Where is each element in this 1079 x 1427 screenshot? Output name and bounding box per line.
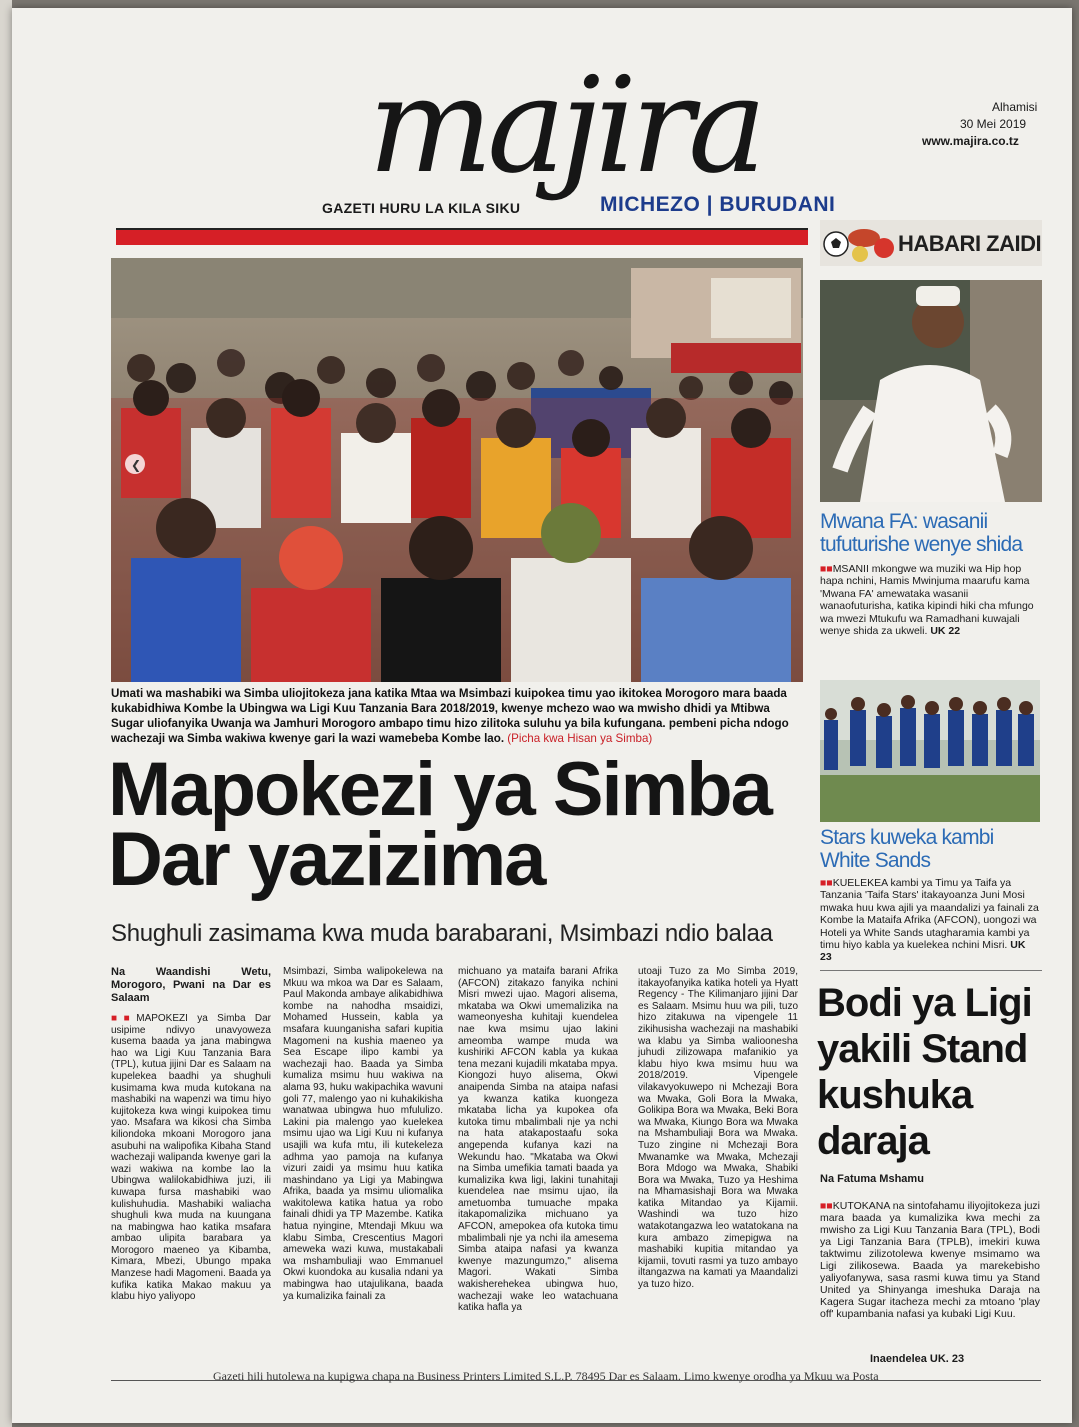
paper-edge [0,0,12,1427]
sidebar-story2-page: UK 23 [820,939,1026,964]
sidebar-story3-continue: Inaendelea UK. 23 [870,1353,965,1365]
mwana-fa-photo [820,280,1042,502]
issue-date: 30 Mei 2019 [960,117,1027,131]
column-text: michuano ya mataifa barani Afrika (AFCON) zitakazo fanyika nchini Misri mwezi ujao. Magori alisema, mkataba wa Okwi umemalizika na wameonyesha kuhitaji kuendelea nae kwa msimu ujao lakini ameomba wampe muda wa kushiriki AFCON kabla ya kukaa tena mezani kujadili mkataba mpya. Kiongozi huyo alisema, Okwi anaipenda Simba na ataipa nafasi ya kwanza katika kuongeza mkataba licha ya kupokea ofa kutoka timu mbalimbali nje ya nchi na hata atakapostaafu soka angependa kufanya kazi na Wekundu hao. "Mkataba wa Okwi na Simba umefikia tamati baada ya kumalizika kwa ligi, lakini tunahitaji kuendelea nae msimu ujao, ila ametuomba tumuache mpaka itakapomalizika michuano ya AFCON, amepokea ofa kutoka timu mbalimbali nje ya nchi ila amesema Simba ataipa nafasi ya kwanza kwenye mazungumzo," alisema Magori. Wakati Simba wakisherehekea ubingwa huo, wachezaji wake leo watachuana katika hafla ya [458,966,618,1314]
square-bullet-icon: ■■ [111,1013,137,1024]
sidebar-story1-body [820,563,1040,637]
footer-imprint: Gazeti hili hutolewa na kupigwa chapa na Business Printers Limited S.L.P. 78495 Dar es Salaam. Limo kwenye orodha ya Mkuu wa Posta [213,1369,879,1383]
sidebar-story1-title: Mwana FA: wasanii tufuturishe wenye shida [820,510,1023,556]
issue-day: Alhamisi [992,100,1038,114]
photo-credit: (Picha kwa Hisan ya Simba) [507,732,653,745]
column-text: utoaji Tuzo za Mo Simba 2019, itakayofanyika katika hoteli ya Hyatt Regency - The Kilimanjaro jijini Dar es Salaam. Msimu huu wa pili, tuzo hizo zitakuwa na vipengele 11 zikihusisha wachezaji na mashabiki wa klabu ya Simba walioonesha juhudi zilizowapa mafanikio ya klabu hiyo kwa msimu huu wa 2018/2019. Vipengele vilakavyokuwepo ni Mchezaji Bora wa Mwaka, Goli Bora la Mwaka, Golikipa Bora wa Mwaka, Beki Bora wa Mwaka, Kiungo Bora wa Mwaka na Mshambuliaji Bora wa Mwaka. Tuzo zingine ni Mchezaji Bora Mwanamke wa Mwaka, Mchezaji Bora Mdogo wa Mwaka, Shabiki Bora wa Mwaka, Tuzo ya Heshima na Mhamasishaji Bora wa Mwaka katika Mitandao ya Kijamii. Washindi wa tuzo hizo watakotangazwa leo watatokana na kura ambazo zimepigwa na mashabiki kupitia mitandao ya kijamii, tovuti rasmi ya tuzo ambayo iltangazwa na kamati ya Maandalizi ya tuzo hizo. [638,966,798,1291]
sidebar-title: HABARI ZAIDI [898,231,1042,256]
caption-text: Umati wa mashabiki wa Simba uliojitokeza jana katika Mtaa wa Msimbazi kuipokea timu yao ikitokea Morogoro mara baada kukabidhiwa Kombe la Ubingwa wa Ligi Kuu Tanzania Bara 2018/2019, kwenye mchezo wao wa mwisho dhidi ya Mtibwa Sugar uliofanyika Uwanja wa Jamhuri Morogoro ambapo timu hizo zilitoka suluhu ya bila kufungana. pembeni picha ndogo wachezaji wa Simba wakiwa kwenye gari la wazi wamebeba Kombe lao. [111,687,789,745]
red-rule [116,228,808,245]
sidebar-story2-text: KUELEKEA kambi ya Timu ya Taifa ya Tanzania 'Taifa Stars' itakayoanza Juni Mosi mwaka huu kwa ajili ya maandalizi ya fainali za Kombe la Mataifa Afrika (AFCON), uongozi wa Hoteli ya White Sands utagharamia kambi ya timu hiyo kabla ya kuelekea nchini Misri. [820,877,1039,952]
article-column-4 [638,966,798,1292]
crowd-illustration [111,258,803,682]
sidebar-story3-headline: Bodi ya Ligi yakili Stand kushuka daraja [817,981,1032,1163]
article-column-3 [458,966,618,1315]
sidebar-story2-title: Stars kuweka kambi White Sands [820,826,994,872]
column-text: MAPOKEZI ya Simba Dar usipime ndivyo unavyoweza kusema baada ya jana mabingwa hao wa Ligi Kuu Tanzania Bara (TPL), kutua jijini Dar es Salaam na kupelekea baadhi ya shughuli kusimama kwa muda kutokana na mashabiki na wapenzi wa timu hiyo kujitokeza kwa wingi kuipokea timu yao. Msafara wa kikosi cha Simba kiliondoka mkoani Morogoro jana asubuhi na walipofika Kibaha Stand wachezaji walipanda kwenye gari la wazi wakiwa na kombe lao la Ubingwa walilokabidhiwa juzi, ili kuwapa fursa mashabiki wao kulishuhudia. Mashabiki waliacha shughuli kwa muda na kuungana na mabingwa hao katika msafara ambao ulipita barabara ya Morogoro maeneo ya Kibamba, Kimara, Mbezi, Ubungo mpaka Manzese hadi Magomeni. Baada ya kufika katika Makao makuu ya klabu hiyo yaliyopo [111,1013,271,1303]
masthead-logo: majira [368,49,761,203]
sidebar-divider [820,970,1042,971]
svg-text:❮: ❮ [131,458,142,472]
article-column-2 [283,966,443,1303]
sidebar-story1-text: MSANII mkongwe wa muziki wa Hip hop hapa nchini, Hamis Mwinjuma maarufu kama 'Mwana FA' amewataka wasanii wanaofuturisha, katika kipindi hiki cha mfungo wa mwezi Mtukufu wa Ramadhani kuwajali wenye shida za ukweli. [820,563,1034,638]
article-byline: Na Waandishi Wetu, Morogoro, Pwani na Dar es Salaam [111,966,271,1004]
sidebar-story3-text: KUTOKANA na sintofahamu iliyojitokeza juzi mara baada ya kumalizika kwa mechi za mwisho za Ligi Kuu Tanzania Bara (TPL), Bodi ya Ligi Tanzania Bara (TPLB), imekiri kuwa taktwimu zilizotolewa kwenye msimamo wa Ligi zilikosewa. Baada ya marekebisho yaliyofanywa, sasa rasmi kuwa timu ya Stand United ya Shinyanga imeshuka Daraja na Kagera Sugar itacheza mechi za mtoano 'play off' kupambania nafasi ya kubaki Ligi Kuu. [820,1200,1040,1320]
photo-caption [111,686,803,746]
article-column-1 [111,966,271,1304]
main-subheadline: Shughuli zasimama kwa muda barabarani, Msimbazi ndio balaa [111,920,773,947]
issue-website: www.majira.co.tz [922,134,1019,148]
square-bullet-icon: ■■ [820,877,833,889]
main-headline: Mapokezi ya Simba Dar yazizima [108,747,771,902]
column-text: Msimbazi, Simba walipokelewa na Mkuu wa mkoa wa Dar es Salaam, Paul Makonda ambaye alikabidhiwa kombe na nahodha msaidizi, Mohamed Hussein, kabla ya msafara kuunganisha safari kupitia Magomeni na kushia maeneo ya Sea Escape ilipo kambi ya wachezaji hao. Baada ya Simba kumaliza msimu huu wakiwa na alama 93, huku wakipachika wavuni goli 77, malengo yao ni kuhakikisha wanatwaa ubingwa huo mfululizo. Lakini pia malengo yao kuelekea msimu ujao wa Ligi Kuu ni kufanya usajili wa kufa mtu, ili kutekeleza adhma yao pamoja na kufanya vizuri zaidi ya msimu huu katika mashindano ya Ligi ya Mabingwa Afrika, baada ya msimu uliomalika wakitolewa katika hatua ya robo fainali dhidi ya TP Mazembe. Katika hatua nyingine, Mtendaji Mkuu wa klabu Simba, Crescentius Magori ameweka wazi kuwa, mustakabali wa mshambuliaji wao Emmanuel Okwi kuondoka au kusalia ndani ya mabingwa hao utajulikana, baada ya kumalizika fainali za [283,966,443,1302]
square-bullet-icon: ■■ [820,563,833,575]
sidebar-story2-body [820,877,1040,964]
sidebar-story3-body [820,1200,1040,1320]
sidebar-story1-page: UK 22 [930,625,961,638]
taifa-stars-photo [820,680,1040,822]
masthead-sections: MICHEZO | BURUDANI [600,193,836,216]
sports-balls-icon [822,224,896,264]
sidebar-story3-byline: Na Fatuma Mshamu [820,1173,924,1185]
crowd-photo [111,258,803,682]
masthead-tagline: GAZETI HURU LA KILA SIKU [322,200,521,216]
square-bullet-icon: ■■ [820,1200,833,1212]
